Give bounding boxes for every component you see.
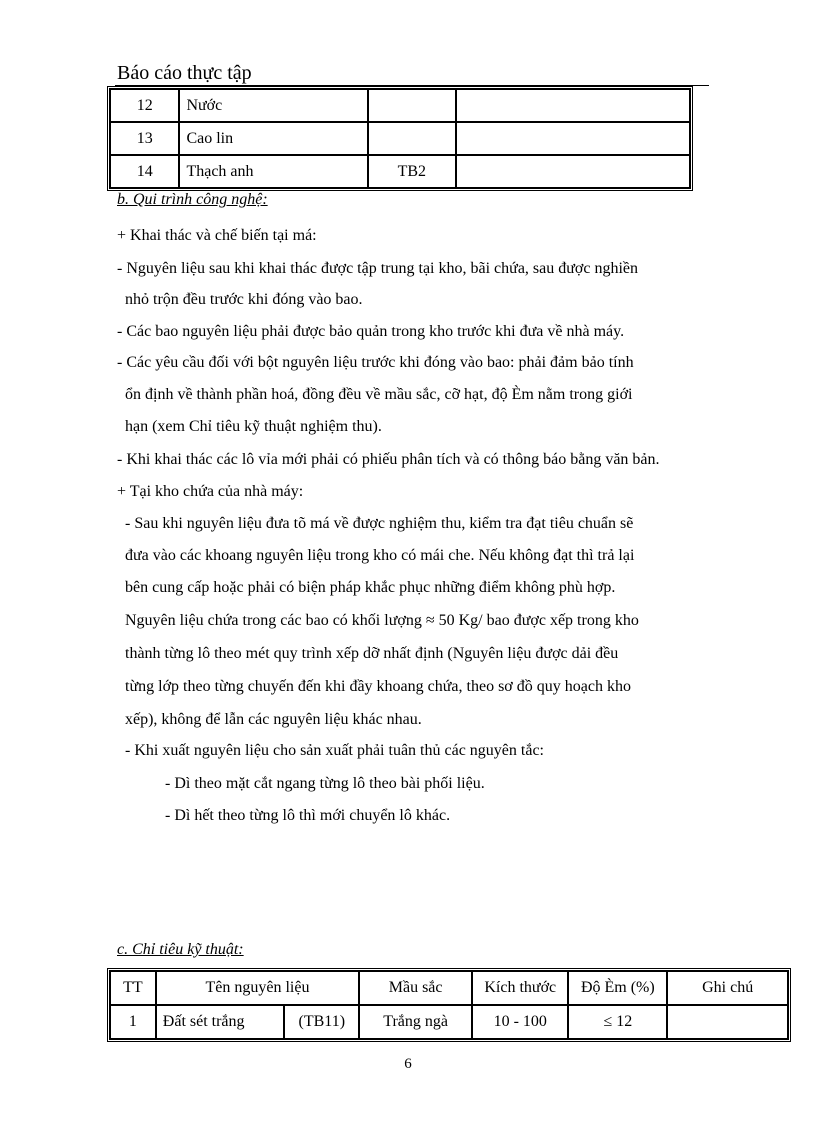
paragraph-line: - Sau khi nguyên liệu đưa tõ má về được nghiệm thu, kiểm tra đạt tiêu chuẩn sẽ <box>125 515 634 532</box>
cell-name: Cao lin <box>179 122 367 155</box>
paragraph-line: hạn (xem Chỉ tiêu kỹ thuật nghiệm thu). <box>125 418 382 435</box>
cell-note <box>456 122 690 155</box>
cell-note <box>456 89 690 122</box>
cell-tt: 12 <box>110 89 179 122</box>
paragraph-line: + Tại kho chứa của nhà máy: <box>117 483 304 500</box>
cell-color: Trắng ngà <box>359 1005 472 1039</box>
page-number: 6 <box>404 1056 412 1072</box>
paragraph-line: từng lớp theo từng chuyến đến khi đầy khoang chứa, theo sơ đồ quy hoạch kho <box>125 678 631 695</box>
cell-code: (TB11) <box>284 1005 359 1039</box>
section-b-title: b. Qui trình công nghệ: <box>117 191 268 208</box>
section-c-title: c. Chỉ tiêu kỹ thuật: <box>117 941 244 958</box>
paragraph-line: - Dì theo mặt cắt ngang từng lô theo bài phối liệu. <box>165 775 485 792</box>
paragraph-line: - Khi xuất nguyên liệu cho sản xuất phải tuân thủ các nguyên tắc: <box>125 742 544 759</box>
paragraph-line: - Nguyên liệu sau khi khai thác được tập trung tại kho, bãi chứa, sau được nghiền <box>117 260 639 277</box>
paragraph-line: Nguyên liệu chứa trong các bao có khối lượng ≈ 50 Kg/ bao được xếp trong kho <box>125 612 639 629</box>
cell-tt: 14 <box>110 155 179 188</box>
cell-size: 10 - 100 <box>472 1005 568 1039</box>
table-row <box>110 155 690 188</box>
table-row <box>110 122 690 155</box>
cell-note <box>456 155 690 188</box>
paragraph-line: đưa vào các khoang nguyên liệu trong kho có mái che. Nếu không đạt thì trả lại <box>125 547 635 564</box>
cell-note <box>667 1005 788 1039</box>
paragraph-line: - Dì hết theo từng lô thì mới chuyển lô khác. <box>165 807 451 824</box>
cell-code <box>368 89 456 122</box>
header-size: Kích thước <box>472 971 568 1005</box>
paragraph-line: - Các yêu cầu đối với bột nguyên liệu trước khi đóng vào bao: phải đảm bảo tính <box>117 354 634 371</box>
cell-code <box>368 122 456 155</box>
cell-tt: 13 <box>110 122 179 155</box>
cell-code: TB2 <box>368 155 456 188</box>
paragraph-line: bên cung cấp hoặc phải có biện pháp khắc phục những điểm không phù hợp. <box>125 579 616 596</box>
spec-table <box>107 968 791 1042</box>
table-header-row <box>110 971 788 1005</box>
cell-name: Thạch anh <box>179 155 367 188</box>
paragraph-line: thành từng lô theo mét quy trình xếp dỡ nhất định (Nguyên liệu được dải đều <box>125 645 619 662</box>
paragraph-line: + Khai thác và chế biến tại má: <box>117 227 317 244</box>
header-note: Ghi chú <box>667 971 788 1005</box>
header-moisture: Độ Èm (%) <box>568 971 667 1005</box>
cell-name: Nước <box>179 89 367 122</box>
cell-tt: 1 <box>110 1005 156 1039</box>
header-name: Tên nguyên liệu <box>156 971 359 1005</box>
materials-table-continued <box>107 86 693 191</box>
table-row <box>110 1005 788 1039</box>
header-color: Mầu sắc <box>359 971 472 1005</box>
paragraph-line: - Khi khai thác các lô vỉa mới phải có phiếu phân tích và có thông báo bằng văn bản. <box>117 451 660 468</box>
paragraph-line: - Các bao nguyên liệu phải được bảo quản trong kho trước khi đưa về nhà máy. <box>117 323 625 340</box>
header-tt: TT <box>110 971 156 1005</box>
paragraph-line: nhỏ trộn đều trước khi đóng vào bao. <box>125 291 363 308</box>
cell-moisture: ≤ 12 <box>568 1005 667 1039</box>
table-row <box>110 89 690 122</box>
paragraph-line: ổn định về thành phần hoá, đồng đều về mầu sắc, cỡ hạt, độ Èm nằm trong giới <box>125 386 633 403</box>
cell-name: Đất sét trắng <box>156 1005 285 1039</box>
header-title: Báo cáo thực tập <box>117 62 252 84</box>
paragraph-line: xếp), không để lẫn các nguyên liệu khác nhau. <box>125 711 422 728</box>
